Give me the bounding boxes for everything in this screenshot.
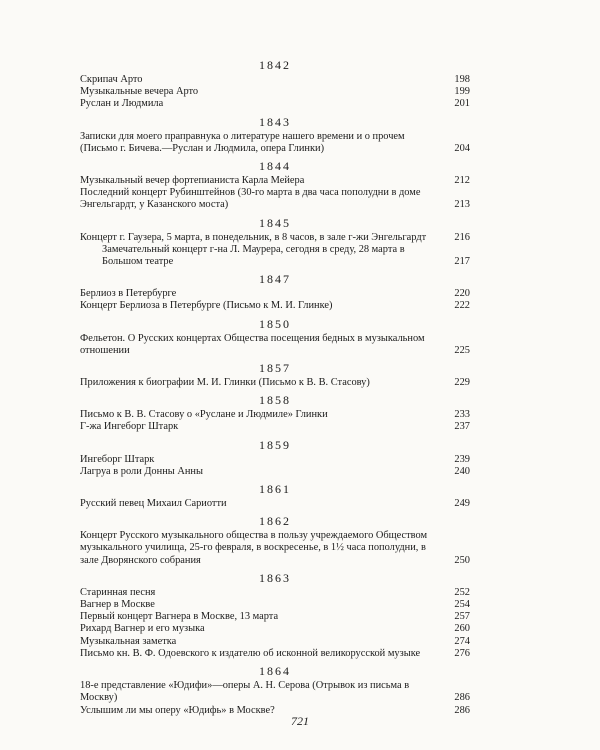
entry-page-number: 233 bbox=[454, 409, 470, 421]
entry-page-number: 276 bbox=[454, 647, 470, 659]
toc-entry bbox=[80, 98, 470, 110]
entry-page-number: 239 bbox=[454, 453, 470, 465]
toc-entry bbox=[80, 244, 470, 268]
entry-title: Скрипач Арто bbox=[80, 74, 143, 85]
toc-section bbox=[80, 317, 470, 357]
entry-title: Вагнер в Москве bbox=[80, 599, 155, 611]
toc-entry bbox=[80, 599, 470, 611]
toc-section bbox=[80, 571, 470, 660]
entry-title: Рихард Вагнер и его музыка bbox=[80, 623, 205, 635]
entry-page-number: 250 bbox=[454, 554, 470, 566]
entry-title: Музыкальный вечер фортепианиста Карла Мейера bbox=[80, 175, 305, 187]
toc-entry bbox=[80, 466, 470, 478]
entry-title: Последний концерт Рубинштейнов (30-го марта в два часа пополудни в доме Энгельгардт, у Казанского моста) bbox=[80, 187, 421, 211]
entry-page-number: 260 bbox=[454, 623, 470, 635]
year-heading: 1861 bbox=[259, 482, 291, 497]
entry-page-number: 213 bbox=[454, 199, 470, 211]
entry-page-number: 204 bbox=[454, 142, 470, 154]
year-heading: 1844 bbox=[259, 159, 291, 174]
entry-page-number: 257 bbox=[454, 611, 470, 623]
entry-page-number: 254 bbox=[454, 599, 470, 611]
toc-entry bbox=[80, 74, 470, 86]
toc-entry bbox=[80, 636, 470, 648]
entry-title: Старинная песня bbox=[80, 586, 156, 598]
year-heading: 1858 bbox=[259, 393, 291, 408]
entry-page-number: 286 bbox=[454, 704, 470, 716]
toc-entry bbox=[80, 377, 470, 389]
entry-page-number: 240 bbox=[454, 465, 470, 477]
entry-page-number: 225 bbox=[454, 344, 470, 356]
toc-entry bbox=[80, 187, 470, 211]
entry-title: Русский певец Михаил Сариотти bbox=[80, 498, 227, 510]
toc-entry bbox=[80, 409, 470, 421]
entry-page-number: 212 bbox=[454, 175, 470, 187]
entry-page-number: 198 bbox=[454, 74, 470, 85]
year-heading: 1842 bbox=[259, 58, 291, 72]
entry-page-number: 216 bbox=[454, 231, 470, 243]
year-heading: 1859 bbox=[259, 437, 291, 452]
toc-entry bbox=[80, 300, 470, 312]
toc-entry bbox=[80, 86, 470, 98]
entry-title: Фельетон. О Русских концертах Общества посещения бедных в музыкальном отношении bbox=[80, 332, 425, 356]
entry-title: Музыкальная заметка bbox=[80, 635, 177, 647]
entry-title: Руслан и Людмила bbox=[80, 98, 164, 110]
toc-entry bbox=[80, 288, 470, 300]
entry-title: Письмо к В. В. Стасову о «Руслане и Людмиле» Глинки bbox=[80, 409, 328, 421]
toc-entry bbox=[80, 333, 470, 357]
toc-section bbox=[80, 361, 470, 389]
entry-page-number: 222 bbox=[454, 300, 470, 312]
year-heading: 1845 bbox=[259, 215, 291, 230]
toc-section bbox=[80, 664, 470, 717]
page-number: 721 bbox=[291, 714, 309, 728]
entry-title: Г-жа Ингеборг Штарк bbox=[80, 421, 179, 433]
toc-section bbox=[80, 159, 470, 212]
toc-section bbox=[80, 115, 470, 155]
toc-section bbox=[80, 393, 470, 433]
entry-page-number: 274 bbox=[454, 635, 470, 647]
entry-title: Первый концерт Вагнера в Москве, 13 марта bbox=[80, 611, 279, 623]
entry-title: 18-е представление «Юдифи»—оперы А. Н. Серова (Отрывок из письма в Москву) bbox=[80, 680, 410, 704]
toc-entry bbox=[80, 498, 470, 510]
entry-title: Замечательный концерт г-на Л. Маурера, сегодня в среду, 28 марта в Большом театре bbox=[102, 243, 405, 268]
toc-section bbox=[80, 514, 470, 567]
entry-title: Приложения к биографии М. И. Глинки (Письмо к В. В. Стасову) bbox=[80, 377, 370, 389]
entry-page-number: 220 bbox=[454, 288, 470, 300]
entry-title: Концерт Русского музыкального общества в пользу учреждаемого Обществом музыкального училища, 25-го февраля, в воскресенье, в 1½ часа пополудни, в зале Дворянского собрания bbox=[80, 530, 428, 566]
entry-title: Письмо кн. В. Ф. Одоевского к издателю об исконной великорусской музыке bbox=[80, 647, 421, 659]
entry-title: Ингеборг Штарк bbox=[80, 453, 155, 465]
toc-section bbox=[80, 272, 470, 312]
toc-entry bbox=[80, 648, 470, 660]
entry-title: Концерт Берлиоза в Петербурге (Письмо к М. И. Глинке) bbox=[80, 300, 333, 312]
toc-section bbox=[80, 216, 470, 269]
toc-entry bbox=[80, 175, 470, 187]
year-heading: 1847 bbox=[259, 272, 291, 287]
entry-page-number: 237 bbox=[454, 421, 470, 433]
toc-entry bbox=[80, 131, 470, 155]
entry-title: Концерт г. Гаузера, 5 марта, в понедельник, в 8 часов, в зале г-жи Энгельгардт bbox=[80, 231, 427, 243]
year-heading: 1857 bbox=[259, 361, 291, 376]
entry-page-number: 249 bbox=[454, 498, 470, 510]
year-heading: 1864 bbox=[259, 664, 291, 679]
year-heading: 1863 bbox=[259, 570, 291, 585]
toc-section bbox=[80, 438, 470, 478]
toc-entry bbox=[80, 587, 470, 599]
entry-page-number: 286 bbox=[454, 692, 470, 704]
entry-page-number: 252 bbox=[454, 586, 470, 598]
entry-page-number: 199 bbox=[454, 86, 470, 98]
year-heading: 1843 bbox=[259, 114, 291, 129]
entry-page-number: 201 bbox=[454, 98, 470, 110]
toc-entry bbox=[80, 421, 470, 433]
entry-page-number: 217 bbox=[454, 256, 470, 268]
entry-title: Музыкальные вечера Арто bbox=[80, 86, 199, 98]
toc-section bbox=[80, 58, 470, 111]
toc-entry bbox=[80, 530, 470, 567]
table-of-contents bbox=[80, 54, 470, 717]
entry-title: Записки для моего праправнука о литературе нашего времени и о прочем (Письмо г. Бичева.—Руслан и Людмила, опера Глинки) bbox=[80, 130, 405, 154]
entry-title: Лагруа в роли Донны Анны bbox=[80, 465, 203, 477]
year-heading: 1850 bbox=[259, 316, 291, 331]
entry-title: Берлиоз в Петербурге bbox=[80, 288, 177, 300]
toc-section bbox=[80, 482, 470, 510]
entry-page-number: 229 bbox=[454, 377, 470, 389]
toc-entry bbox=[80, 680, 470, 704]
toc-entry bbox=[80, 232, 470, 244]
entry-title: Услышим ли мы оперу «Юдифь» в Москве? bbox=[80, 704, 275, 716]
year-heading: 1862 bbox=[259, 514, 291, 529]
toc-entry bbox=[80, 611, 470, 623]
toc-entry bbox=[80, 454, 470, 466]
toc-entry bbox=[80, 623, 470, 635]
